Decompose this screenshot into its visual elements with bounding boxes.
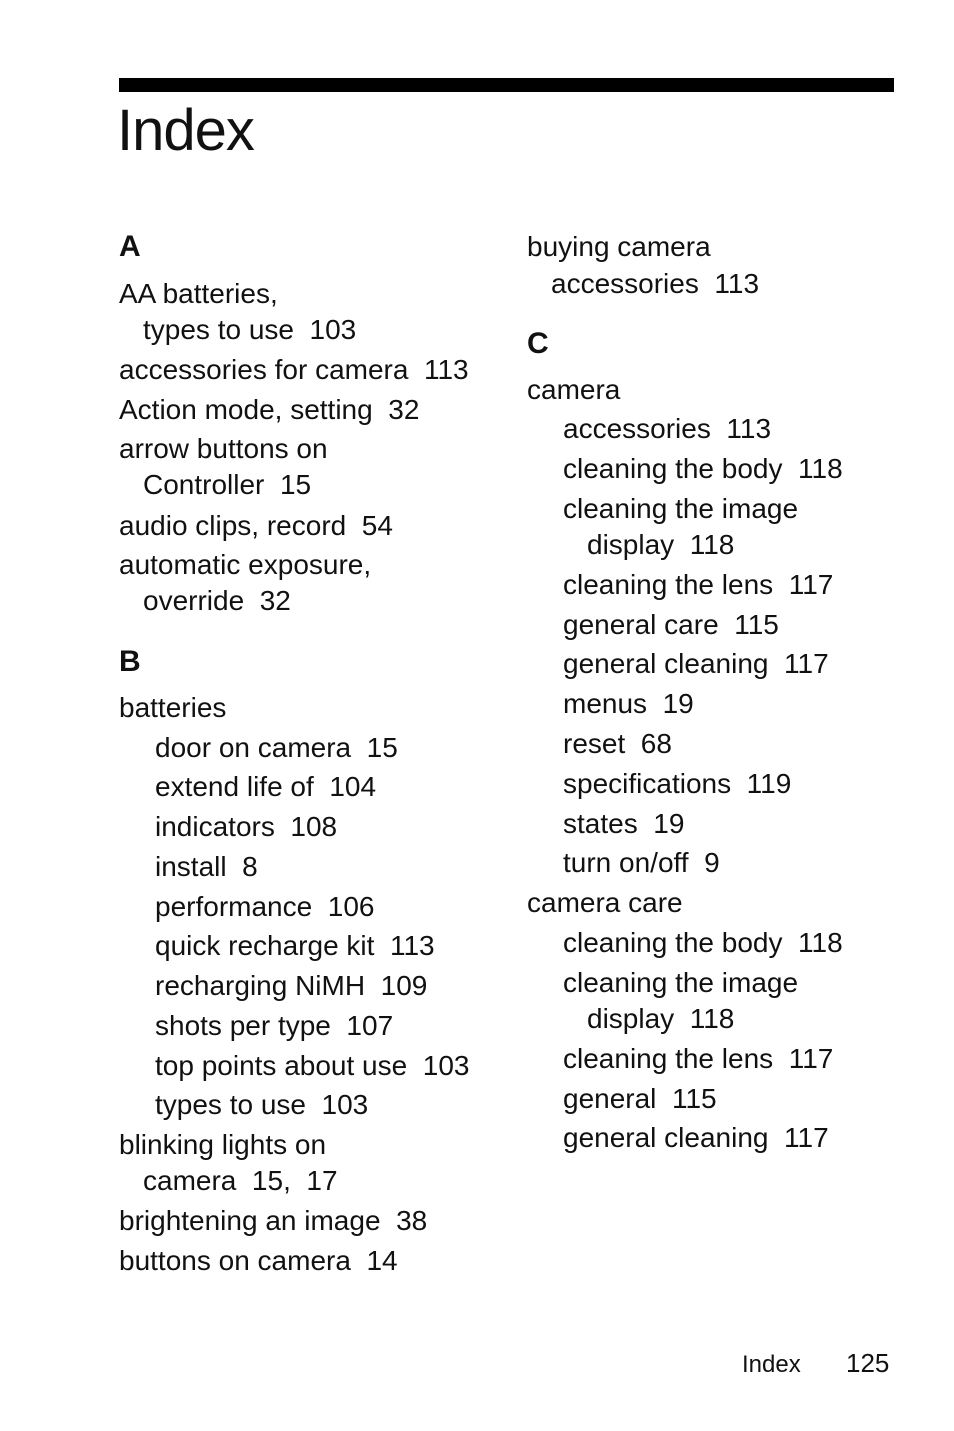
index-subentry-continued: display 118: [587, 529, 735, 560]
index-entry: camera care: [527, 887, 683, 918]
index-subentry: specifications 119: [563, 768, 792, 799]
index-subentry: quick recharge kit 113: [155, 930, 435, 961]
index-entry: batteries: [119, 692, 227, 723]
index-entry: brightening an image 38: [119, 1205, 428, 1236]
index-entry: arrow buttons on: [119, 433, 328, 464]
top-rule: [119, 78, 894, 92]
index-subentry: reset 68: [563, 728, 672, 759]
page-number: 125: [846, 1348, 890, 1378]
index-entry: AA batteries,: [119, 278, 278, 309]
index-subentry: turn on/off 9: [563, 847, 720, 878]
index-subentry: general 115: [563, 1083, 717, 1114]
index-subentry: general cleaning 117: [563, 1122, 829, 1153]
section-letter-b: B: [119, 645, 141, 678]
index-entry: audio clips, record 54: [119, 510, 393, 541]
index-subentry: cleaning the body 118: [563, 453, 843, 484]
index-entry-continued: Controller 15: [143, 469, 312, 500]
section-letter-c: C: [527, 327, 549, 360]
index-entry: buying camera: [527, 231, 711, 262]
index-subentry: states 19: [563, 808, 685, 839]
index-subentry: general cleaning 117: [563, 648, 829, 679]
index-entry: Action mode, setting 32: [119, 394, 420, 425]
index-entry: buttons on camera 14: [119, 1245, 398, 1276]
index-subentry: cleaning the body 118: [563, 927, 843, 958]
index-subentry: extend life of 104: [155, 771, 377, 802]
index-entry-continued: types to use 103: [143, 314, 357, 345]
index-subentry: accessories 113: [563, 413, 772, 444]
index-entry: blinking lights on: [119, 1129, 327, 1160]
section-letter-a: A: [119, 230, 141, 263]
index-subentry: indicators 108: [155, 811, 338, 842]
index-subentry: performance 106: [155, 891, 375, 922]
index-entry-continued: accessories 113: [551, 268, 760, 299]
index-subentry: recharging NiMH 109: [155, 970, 428, 1001]
index-subentry: menus 19: [563, 688, 694, 719]
index-entry-continued: camera 15, 17: [143, 1165, 338, 1196]
footer-section-label: Index: [742, 1351, 801, 1378]
index-entry-continued: override 32: [143, 585, 291, 616]
index-subentry: cleaning the image: [563, 967, 799, 998]
index-subentry-continued: display 118: [587, 1003, 735, 1034]
index-entry: automatic exposure,: [119, 549, 372, 580]
index-subentry: install 8: [155, 851, 258, 882]
index-subentry: top points about use 103: [155, 1050, 470, 1081]
index-subentry: cleaning the lens 117: [563, 1043, 834, 1074]
index-subentry: general care 115: [563, 609, 779, 640]
index-subentry: shots per type 107: [155, 1010, 394, 1041]
index-subentry: types to use 103: [155, 1089, 369, 1120]
index-entry: camera: [527, 374, 621, 405]
index-entry: accessories for camera 113: [119, 354, 469, 385]
page-title: Index: [117, 98, 254, 163]
index-subentry: door on camera 15: [155, 732, 398, 763]
index-subentry: cleaning the image: [563, 493, 799, 524]
index-subentry: cleaning the lens 117: [563, 569, 834, 600]
